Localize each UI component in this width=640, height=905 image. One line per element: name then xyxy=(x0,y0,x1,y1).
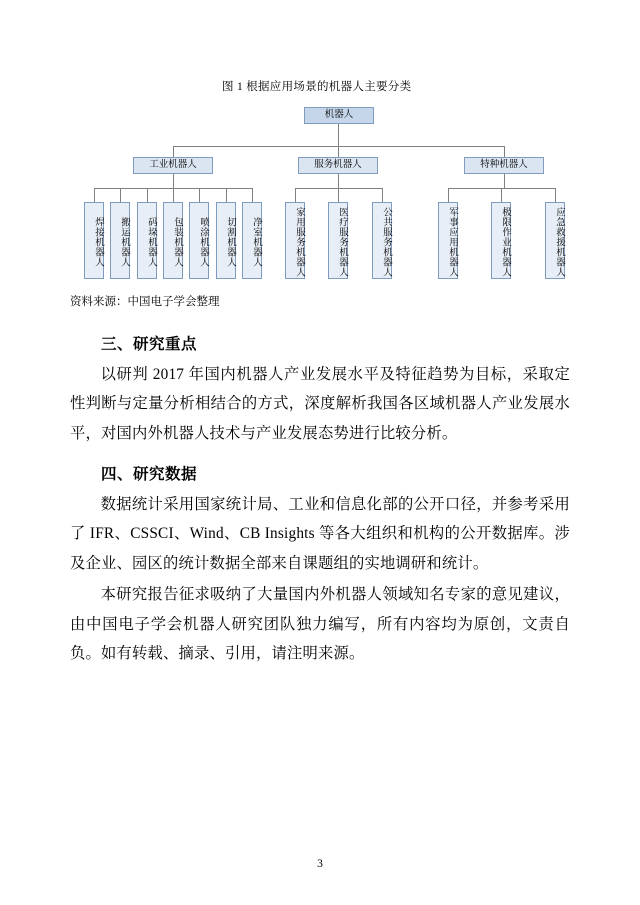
diagram-leaf-node: 极限作业机器人 xyxy=(491,202,511,279)
connector-line xyxy=(555,188,556,202)
diagram-root-node: 机器人 xyxy=(304,107,374,124)
diagram-leaf-node: 切割机器人 xyxy=(216,202,236,279)
diagram-leaf-node: 搬运机器人 xyxy=(110,202,130,279)
connector-line xyxy=(147,188,148,202)
diagram-leaf-node: 军事应用机器人 xyxy=(438,202,458,279)
diagram-leaf-node: 公共服务机器人 xyxy=(372,202,392,279)
connector-line xyxy=(504,146,505,157)
connector-line xyxy=(338,124,339,146)
figure-source: 资料来源：中国电子学会整理 xyxy=(70,296,220,308)
diagram-node-special-robot: 特种机器人 xyxy=(464,157,544,174)
diagram-node-service-robot: 服务机器人 xyxy=(298,157,378,174)
diagram-leaf-node: 应急救援机器人 xyxy=(545,202,565,279)
diagram-leaf-node: 焊接机器人 xyxy=(84,202,104,279)
connector-line xyxy=(295,188,296,202)
diagram-leaf-node: 医疗服务机器人 xyxy=(328,202,348,279)
page-number: 3 xyxy=(317,858,323,870)
connector-line xyxy=(199,188,200,202)
connector-line xyxy=(94,188,95,202)
connector-line xyxy=(338,146,339,157)
figure-caption: 图 1 根据应用场景的机器人主要分类 xyxy=(222,81,412,93)
paragraph: 数据统计采用国家统计局、工业和信息化部的公开口径，并参考采用了 IFR、CSSCI、Wind、CB Insights 等各大组织和机构的公开数据库。涉及企业、园区的统计数据全部来自课题组的实地调研和统计。 xyxy=(70,496,570,572)
connector-line xyxy=(173,146,174,157)
diagram-leaf-node: 家用服务机器人 xyxy=(285,202,305,279)
diagram-leaf-node: 净室机器人 xyxy=(242,202,262,279)
connector-line xyxy=(382,188,383,202)
section-heading-research-focus: 三、研究重点 xyxy=(101,336,198,353)
diagram-node-industrial-robot: 工业机器人 xyxy=(133,157,213,174)
diagram-leaf-node: 喷涂机器人 xyxy=(189,202,209,279)
document-body xyxy=(70,318,570,670)
connector-line xyxy=(338,174,339,188)
connector-line xyxy=(501,188,502,202)
section-heading-research-data: 四、研究数据 xyxy=(101,466,198,484)
diagram-leaf-node: 包装机器人 xyxy=(163,202,183,279)
paragraph: 以研判 2017 年国内机器人产业发展水平及特征趋势为目标，采取定性判断与定量分析相结合的方式，深度解析我国各区域机器人产业发展水平，对国内外机器人技术与产业发展态势进行比较分析。 xyxy=(70,366,570,442)
connector-line xyxy=(173,174,174,188)
connector-line xyxy=(338,188,339,202)
paragraph: 本研究报告征求吸纳了大量国内外机器人领域知名专家的意见建议，由中国电子学会机器人研究团队独力编写，所有内容均为原创，文责自负。如有转载、摘录、引用，请注明来源。 xyxy=(70,586,570,662)
connector-line xyxy=(120,188,121,202)
connector-line xyxy=(504,174,505,188)
connector-line xyxy=(173,188,174,202)
connector-line xyxy=(252,188,253,202)
diagram-leaf-node: 码垛机器人 xyxy=(137,202,157,279)
connector-line xyxy=(448,188,449,202)
connector-line xyxy=(226,188,227,202)
robot-classification-diagram xyxy=(70,103,570,283)
